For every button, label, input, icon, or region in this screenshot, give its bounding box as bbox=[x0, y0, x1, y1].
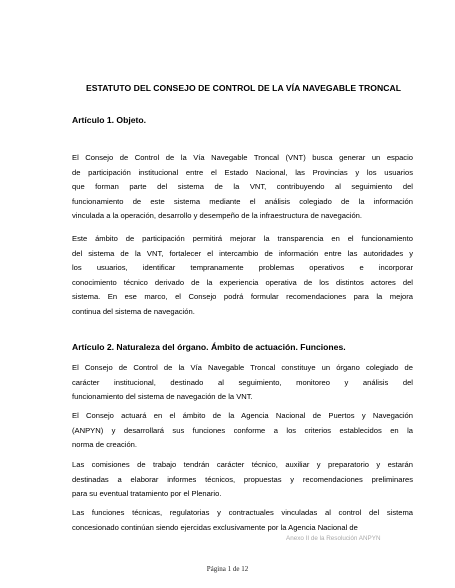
article-1-heading: Artículo 1. Objeto. bbox=[72, 115, 147, 125]
text-line: del sistema de la VNT, fortalecer el intercambio de información entre las autoridades y bbox=[72, 248, 413, 258]
text-line: destinadas a elaborar informes técnicos, propuestas y recomendaciones preliminares bbox=[72, 474, 413, 484]
article-2-paragraph-2 bbox=[72, 409, 413, 453]
text-line: El Consejo actuará en el ámbito de la Agencia Nacional de Puertos y Navegación bbox=[72, 411, 413, 420]
text-line: El Consejo de Control de la Vía Navegable Troncal constituye un órgano colegiado de bbox=[72, 363, 413, 372]
text-line: continua del sistema de navegación. bbox=[72, 306, 195, 316]
text-line: carácter institucional, destinado al seguimiento, monitoreo y análisis del bbox=[72, 377, 413, 387]
page-number: Página 1 de 12 bbox=[206, 565, 249, 573]
text-line: Este ámbito de participación permitirá mejorar la transparencia en el funcionamiento bbox=[72, 234, 413, 243]
article-2-heading: Artículo 2. Naturaleza del órgano. Ámbito de actuación. Funciones. bbox=[72, 342, 346, 352]
document-title: ESTATUTO DEL CONSEJO DE CONTROL DE LA VÍA NAVEGABLE TRONCAL bbox=[85, 83, 402, 93]
text-line: norma de creación. bbox=[72, 440, 138, 450]
article-2-paragraph-1 bbox=[72, 361, 413, 405]
text-line: funcionamiento de este sistema mediante el análisis colegiado de la información bbox=[72, 196, 413, 206]
text-line: concesionado continúan siendo ejercidas exclusivamente por la Agencia Nacional de bbox=[72, 522, 358, 532]
text-line: Las funciones técnicas, regulatorias y contractuales vinculadas al control del sistema bbox=[72, 508, 413, 517]
text-line: Las comisiones de trabajo tendrán carácter técnico, auxiliar y preparatorio y estarán bbox=[72, 460, 413, 469]
text-line: que forman parte del sistema de la VNT, contribuyendo al seguimiento del bbox=[72, 182, 413, 192]
text-line: sistema. En ese marco, el Consejo podrá formular recomendaciones para la mejora bbox=[72, 292, 413, 302]
text-line: El Consejo de Control de la Vía Navegable Troncal (VNT) busca generar un espacio bbox=[72, 153, 413, 162]
text-line: los usuarios, identificar tempranamente problemas operativos e incorporar bbox=[72, 263, 413, 273]
text-line: de participación institucional entre el Estado Nacional, las Provincias y los usuarios bbox=[72, 167, 413, 177]
overlapping-footer-note: Anexo II de la Resolución ANPYN bbox=[286, 535, 381, 542]
text-line: (ANPYN) y desarrollará sus funciones conforme a los criterios establecidos en la bbox=[72, 425, 413, 435]
article-2-paragraph-3 bbox=[72, 458, 413, 502]
text-line: conocimiento técnico derivado de la experiencia operativa de los distintos actores del bbox=[72, 277, 413, 287]
article-1-paragraph-2 bbox=[72, 232, 413, 320]
text-line: para su eventual tratamiento por el Plenario. bbox=[72, 489, 222, 499]
text-line: vinculada a la operación, desarrollo y desempeño de la infraestructura de navegación. bbox=[72, 211, 363, 221]
article-2-paragraph-4 bbox=[72, 506, 413, 535]
article-1-paragraph-1 bbox=[72, 151, 413, 224]
text-line: funcionamiento del sistema de navegación de la VNT. bbox=[72, 392, 253, 402]
